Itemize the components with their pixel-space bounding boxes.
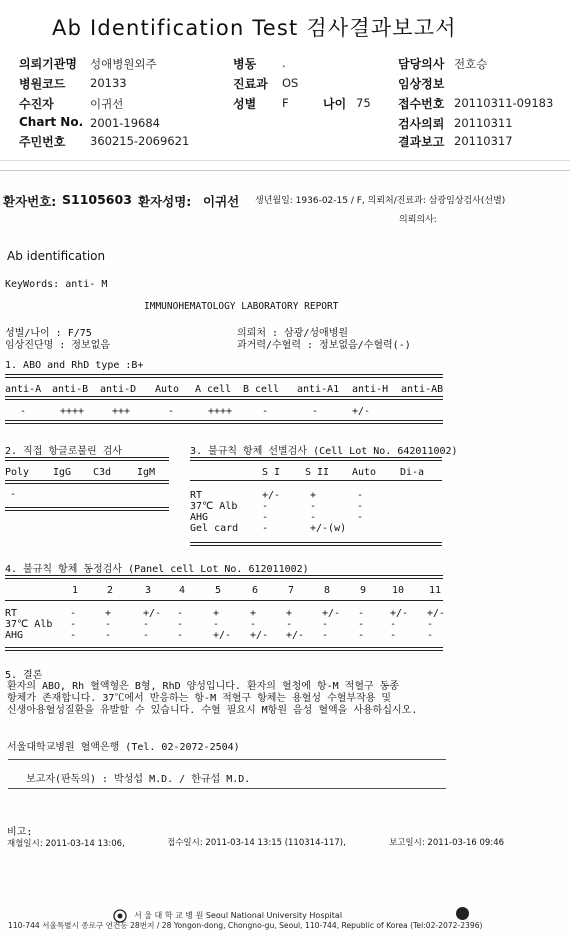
- value-department: OS: [282, 76, 299, 90]
- divider: [5, 457, 169, 461]
- panel-header-cell: 8: [324, 585, 331, 596]
- divider: [190, 457, 442, 461]
- panel-header-cell: 7: [288, 585, 295, 596]
- screen-value-cell: -: [262, 501, 269, 512]
- divider: [5, 480, 169, 484]
- label-hospital-code: 병원코드: [19, 77, 66, 91]
- abo-value-cell: -: [168, 406, 175, 417]
- screen-header-cell: S II: [305, 467, 330, 478]
- abo-value-cell: -: [262, 406, 269, 417]
- screen-row-label: AHG: [190, 512, 209, 523]
- abo-value-cell: -: [20, 406, 27, 417]
- panel-header-cell: 6: [252, 585, 259, 596]
- panel-row-label: AHG: [5, 630, 24, 641]
- dat-header-cell: IgM: [137, 467, 156, 478]
- value-test-request: 20110311: [454, 116, 513, 130]
- label-clinical-info: 임상정보: [398, 77, 445, 91]
- screen-value-cell: +: [310, 490, 317, 501]
- abo-header-cell: anti-A1: [297, 384, 340, 395]
- divider: [5, 600, 443, 601]
- patient-name-label: 환자성명:: [138, 194, 192, 209]
- divider: [190, 542, 442, 546]
- panel-value-cell: -: [213, 619, 220, 630]
- divider: [8, 759, 446, 760]
- value-doctor: 전호승: [454, 57, 488, 71]
- value-sex: F: [282, 96, 289, 110]
- screen-value-cell: -: [357, 512, 364, 523]
- conclusion-line-3: 신생아용혈성질환을 유발할 수 있습니다. 수혈 필요시 M항원 음성 혈액을 사용하십시오.: [7, 705, 418, 716]
- panel-value-cell: -: [358, 630, 365, 641]
- abo-header-cell: anti-H: [352, 384, 389, 395]
- value-ward: .: [282, 56, 286, 70]
- antibody-id-title: 4. 불규칙 항체 동정검사 (Panel cell Lot No. 612011002): [5, 564, 309, 575]
- screen-header-cell: Auto: [352, 467, 377, 478]
- panel-value-cell: -: [358, 619, 365, 630]
- dat-header-cell: IgG: [53, 467, 72, 478]
- screen-row-label: Gel card: [190, 523, 239, 534]
- conclusion-line-1: 환자의 ABO, Rh 혈액형은 B형, RhD 양성입니다. 환자의 혈청에 항-M 적혈구 동종: [7, 681, 400, 692]
- abo-value-cell: ++++: [208, 406, 233, 417]
- divider: [190, 480, 442, 481]
- panel-value-cell: -: [322, 630, 329, 641]
- screen-row-label: RT: [190, 490, 203, 501]
- screen-value-cell: -: [310, 501, 317, 512]
- birth-and-requester: 생년월일: 1936-02-15 / F, 의뢰처/진료과: 삼광임상검사(선별): [255, 196, 506, 206]
- label-resident-no: 주민번호: [19, 135, 66, 149]
- panel-value-cell: +: [250, 608, 257, 619]
- value-chart-no: 2001-19684: [90, 116, 160, 130]
- divider: [5, 507, 169, 511]
- screen-value-cell: -: [357, 501, 364, 512]
- panel-value-cell: -: [143, 630, 150, 641]
- reported-time: 보고일시: 2011-03-16 09:46: [389, 838, 505, 848]
- requester-org: 의뢰처 : 삼광/성애병원: [237, 328, 349, 339]
- requesting-doctor: 의뢰의사:: [399, 215, 437, 225]
- panel-value-cell: -: [427, 630, 434, 641]
- label-receipt-no: 접수번호: [398, 97, 445, 111]
- screen-value-cell: +/-: [262, 490, 281, 501]
- panel-header-cell: 2: [107, 585, 114, 596]
- panel-value-cell: -: [177, 608, 184, 619]
- divider: [5, 647, 443, 651]
- abo-value-cell: +/-: [352, 406, 371, 417]
- lab-report-paper: [0, 170, 570, 940]
- reporter-line: 보고자(판독의) : 박성섭 M.D. / 한규섭 M.D.: [26, 774, 251, 785]
- transfusion-history: 과거력/수혈력 : 정보없음/수혈력(-): [237, 340, 411, 351]
- conclusion-title: 5. 결론: [5, 670, 43, 681]
- panel-header-cell: 3: [145, 585, 152, 596]
- hospital-address: 110-744 서울특별시 종로구 연건동 28번지 / 28 Yongon-dong, Chongno-gu, Seoul, 110-744, Republic of Korea (Tel:02-2072-2396): [8, 921, 483, 930]
- panel-value-cell: -: [390, 619, 397, 630]
- screen-value-cell: -: [357, 490, 364, 501]
- label-department: 진료과: [233, 77, 268, 91]
- dat-header-cell: Poly: [5, 467, 30, 478]
- lab-report-title: IMMUNOHEMATOLOGY LABORATORY REPORT: [144, 301, 339, 312]
- value-result-report: 20110317: [454, 134, 513, 148]
- screen-value-cell: -: [262, 523, 269, 534]
- panel-value-cell: -: [70, 608, 77, 619]
- value-receipt-no: 20110311-09183: [454, 96, 554, 110]
- panel-value-cell: -: [177, 619, 184, 630]
- panel-header-cell: 11: [429, 585, 442, 596]
- screen-value-cell: -: [310, 512, 317, 523]
- panel-row-label: RT: [5, 608, 18, 619]
- value-hospital-code: 20133: [90, 76, 127, 90]
- abo-value-cell: +++: [112, 406, 131, 417]
- abo-header-cell: anti-A: [5, 384, 42, 395]
- screen-header-cell: S I: [262, 467, 281, 478]
- patient-number: S1105603: [62, 192, 132, 207]
- panel-value-cell: -: [322, 619, 329, 630]
- panel-value-cell: +/-: [427, 608, 446, 619]
- panel-value-cell: -: [286, 619, 293, 630]
- divider: [5, 420, 443, 424]
- header-divider: [0, 160, 570, 161]
- panel-value-cell: -: [105, 630, 112, 641]
- divider: [5, 575, 443, 579]
- panel-value-cell: +: [213, 608, 220, 619]
- label-requesting-org: 의뢰기관명: [19, 57, 77, 71]
- screen-row-label: 37℃ Alb: [190, 501, 238, 512]
- panel-value-cell: +/-: [286, 630, 305, 641]
- panel-value-cell: -: [390, 630, 397, 641]
- panel-header-cell: 10: [392, 585, 405, 596]
- value-requesting-org: 성애병원외주: [90, 57, 157, 71]
- panel-value-cell: -: [427, 619, 434, 630]
- abo-header-cell: anti-D: [100, 384, 137, 395]
- panel-header-cell: 9: [360, 585, 367, 596]
- remarks-label: 비고:: [7, 827, 33, 838]
- panel-value-cell: -: [358, 608, 365, 619]
- blood-bank-line: 서울대학교병원 혈액은행 (Tel. 02-2072-2504): [7, 742, 240, 753]
- hospital-seal-icon: [456, 907, 469, 920]
- antibody-screen-title: 3. 불규칙 항체 선별검사 (Cell Lot No. 642011002): [190, 446, 458, 457]
- panel-header-cell: 4: [179, 585, 186, 596]
- panel-value-cell: +/-: [390, 608, 409, 619]
- value-resident-no: 360215-2069621: [90, 134, 190, 148]
- dat-value: -: [10, 489, 17, 500]
- abo-header-cell: A cell: [195, 384, 232, 395]
- label-doctor: 담당의사: [398, 57, 445, 71]
- label-result-report: 결과보고: [398, 135, 445, 149]
- dat-title: 2. 직접 항글로불린 검사: [5, 446, 123, 457]
- divider: [5, 396, 443, 400]
- panel-value-cell: -: [70, 619, 77, 630]
- panel-value-cell: +/-: [322, 608, 341, 619]
- panel-value-cell: -: [143, 619, 150, 630]
- sex-age: 성별/나이 : F/75: [5, 328, 92, 339]
- label-ward: 병동: [233, 57, 257, 71]
- label-test-request: 검사의뢰: [398, 117, 445, 131]
- keywords: KeyWords: anti- M: [5, 279, 108, 290]
- abo-value-cell: ++++: [60, 406, 85, 417]
- panel-header-cell: 1: [72, 585, 79, 596]
- value-examinee: 이귀선: [90, 97, 124, 111]
- clinical-diagnosis: 임상진단명 : 정보없음: [5, 340, 111, 351]
- panel-value-cell: +/-: [213, 630, 232, 641]
- panel-row-label: 37℃ Alb: [5, 619, 53, 630]
- abo-header-cell: anti-AB: [401, 384, 444, 395]
- section-title: Ab identification: [7, 249, 106, 263]
- panel-value-cell: +/-: [143, 608, 162, 619]
- label-sex: 성별: [233, 97, 257, 111]
- divider: [5, 374, 443, 378]
- divider: [8, 788, 446, 789]
- panel-value-cell: -: [250, 619, 257, 630]
- patient-name: 이귀선: [203, 194, 240, 209]
- abo-rhd-title: 1. ABO and RhD type :B+: [5, 360, 144, 371]
- document-title: Ab Identification Test 검사결과보고서: [52, 16, 457, 40]
- panel-value-cell: -: [177, 630, 184, 641]
- abo-header-cell: B cell: [243, 384, 280, 395]
- abo-header-cell: anti-B: [52, 384, 89, 395]
- dat-header-cell: C3d: [93, 467, 112, 478]
- label-chart-no: Chart No.: [19, 115, 84, 129]
- panel-value-cell: +: [286, 608, 293, 619]
- panel-value-cell: -: [105, 619, 112, 630]
- panel-header-cell: 5: [215, 585, 222, 596]
- conclusion-line-2: 항체가 존재합니다. 37℃에서 반응하는 항-M 적혈구 항체는 용혈성 수혈부작용 및: [7, 693, 392, 704]
- report-header: [0, 0, 570, 168]
- panel-value-cell: +: [105, 608, 112, 619]
- label-age: 나이: [323, 97, 347, 111]
- label-examinee: 수진자: [19, 97, 54, 111]
- panel-value-cell: +/-: [250, 630, 269, 641]
- screen-value-cell: -: [262, 512, 269, 523]
- patient-number-label: 환자번호:: [3, 194, 57, 209]
- screen-value-cell: +/-(w): [310, 523, 347, 534]
- hospital-name: 서 울 대 학 교 병 원 Seoul National University Hospital: [134, 911, 343, 920]
- panel-value-cell: -: [70, 630, 77, 641]
- abo-value-cell: -: [312, 406, 319, 417]
- value-age: 75: [356, 96, 371, 110]
- abo-header-cell: Auto: [155, 384, 180, 395]
- reexam-time: 재혈일시: 2011-03-14 13:06,: [7, 839, 125, 849]
- screen-header-cell: Di-a: [400, 467, 425, 478]
- received-time: 접수일시: 2011-03-14 13:15 (110314-117),: [167, 838, 346, 848]
